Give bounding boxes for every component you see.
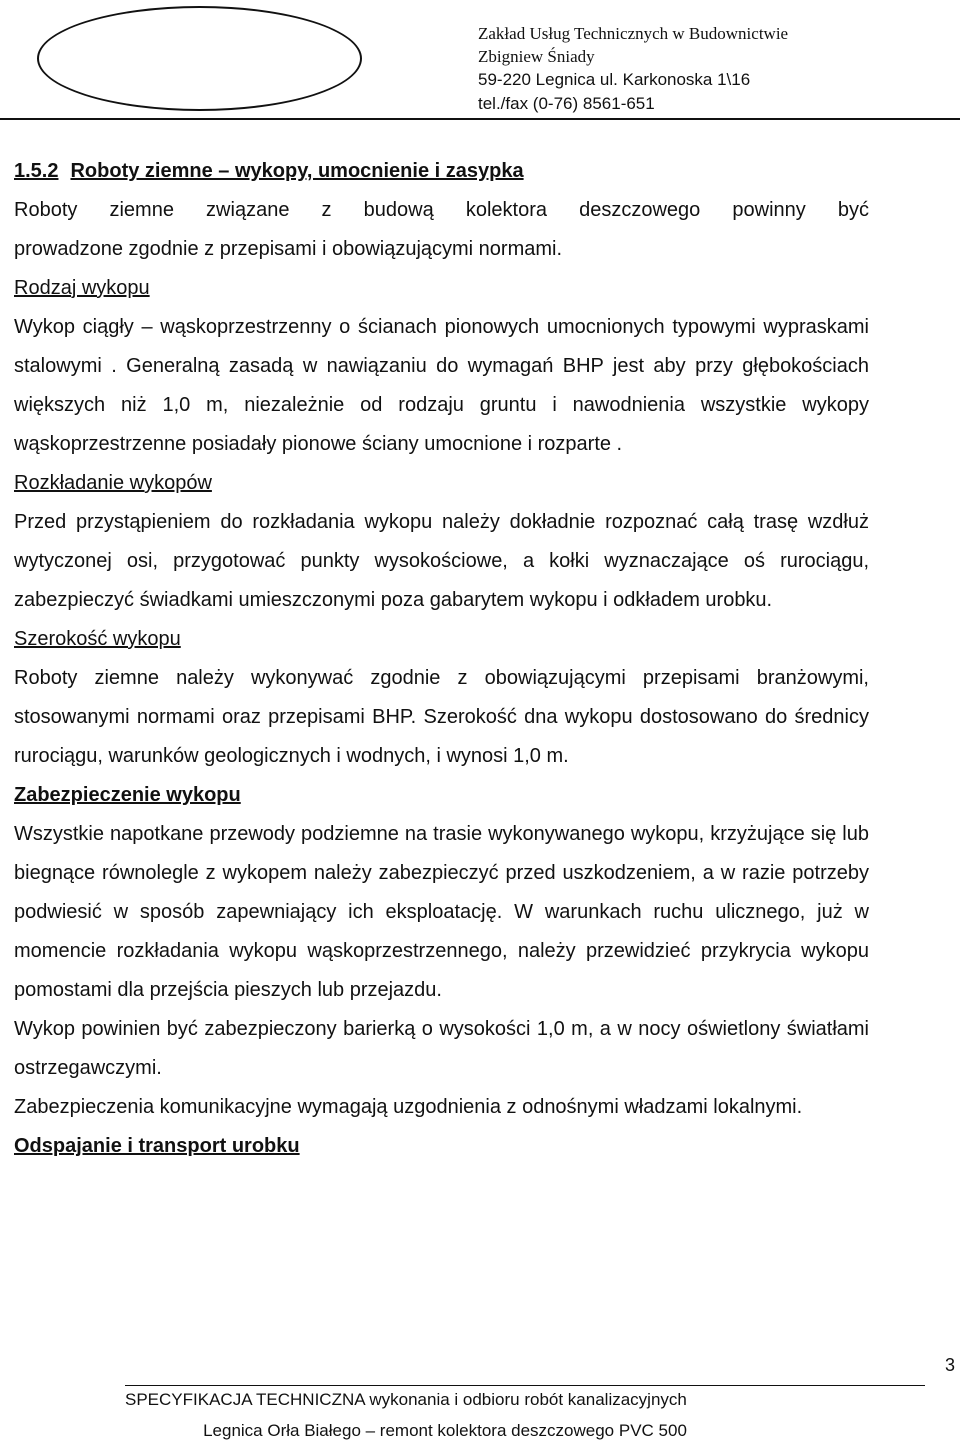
paragraph-zabezpieczenie-2: Wykop powinien być zabezpieczony barierką o wysokości 1,0 m, a w nocy oświetlony światłami ostrzegawczymi. — [14, 1018, 869, 1079]
paragraph-rodzaj: Wykop ciągły – wąskoprzestrzenny o ścianach pionowych umocnionych typowymi wypraskami stalowymi . Generalną zasadą w nawiązaniu do wymagań BHP jest aby przy głębokościach większych niż 1,0 m, niezależnie od rodzaju gruntu i nawodnienia wszystkie wykopy wąskoprzestrzenne posiadały pionowe ściany umocnione i rozparte . — [14, 316, 869, 455]
company-name: Zakład Usług Technicznych w Budownictwie — [478, 24, 789, 43]
section-title: Roboty ziemne – wykopy, umocnienie i zasypka — [70, 160, 524, 182]
section-number: 1.5.2 — [14, 160, 59, 182]
subheading-odspajanie: Odspajanie i transport urobku — [14, 1135, 300, 1157]
subheading-rodzaj: Rodzaj wykopu — [14, 277, 150, 299]
header-logo-ellipse — [37, 6, 362, 111]
header-divider — [0, 118, 960, 120]
paragraph-zabezpieczenie-3: Zabezpieczenia komunikacyjne wymagają uzgodnienia z odnośnymi władzami lokalnymi. — [14, 1096, 803, 1118]
document-body — [14, 152, 869, 1166]
company-header — [478, 22, 948, 116]
company-phone: tel./fax (0-76) 8561-651 — [478, 94, 655, 113]
section-heading — [14, 152, 869, 191]
page-number: 3 — [945, 1355, 956, 1375]
subheading-zabezpieczenie: Zabezpieczenie wykopu — [14, 784, 241, 806]
subheading-szerokosc: Szerokość wykopu — [14, 628, 181, 650]
section-intro-line1: Roboty ziemne związane z budową kolektora deszczowego powinny być — [14, 199, 869, 221]
company-owner: Zbigniew Śniady — [478, 47, 595, 66]
paragraph-rozkladanie: Przed przystąpieniem do rozkładania wykopu należy dokładnie rozpoznać całą trasę wzdłuż wytyczonej osi, przygotować punkty wysokościowe, a kołki wyznaczające oś rurociągu, zabezpieczyć świadkami umieszczonymi poza gabarytem wykopu i odkładem urobku. — [14, 511, 869, 611]
subheading-rozkladanie: Rozkładanie wykopów — [14, 472, 212, 494]
paragraph-szerokosc: Roboty ziemne należy wykonywać zgodnie z obowiązującymi przepisami branżowymi, stosowanymi normami oraz przepisami BHP. Szerokość dna wykopu dostosowano do średnicy rurociągu, warunków geologicznych i wodnych, i wynosi 1,0 m. — [14, 667, 869, 767]
paragraph-zabezpieczenie-1: Wszystkie napotkane przewody podziemne na trasie wykonywanego wykopu, krzyżujące się lub biegnące równolegle z wykopem należy zabezpieczyć przed uszkodzeniem, a w razie potrzeby podwiesić w sposób zapewniający ich eksploatację. W warunkach ruchu ulicznego, już w momencie rozkładania wykopu wąskoprzestrzennego, należy przewidzieć przykrycia wykopu pomostami dla przejścia pieszych lub przejazdu. — [14, 823, 869, 1001]
footer-spec-title: SPECYFIKACJA TECHNICZNA wykonania i odbioru robót kanalizacyjnych — [125, 1390, 687, 1409]
footer-divider — [125, 1385, 925, 1386]
footer-project-title: Legnica Orła Białego – remont kolektora deszczowego PVC 500 — [203, 1421, 687, 1440]
company-address: 59-220 Legnica ul. Karkonoska 1\16 — [478, 70, 751, 89]
section-intro-line2: prowadzone zgodnie z przepisami i obowiązującymi normami. — [14, 238, 563, 260]
